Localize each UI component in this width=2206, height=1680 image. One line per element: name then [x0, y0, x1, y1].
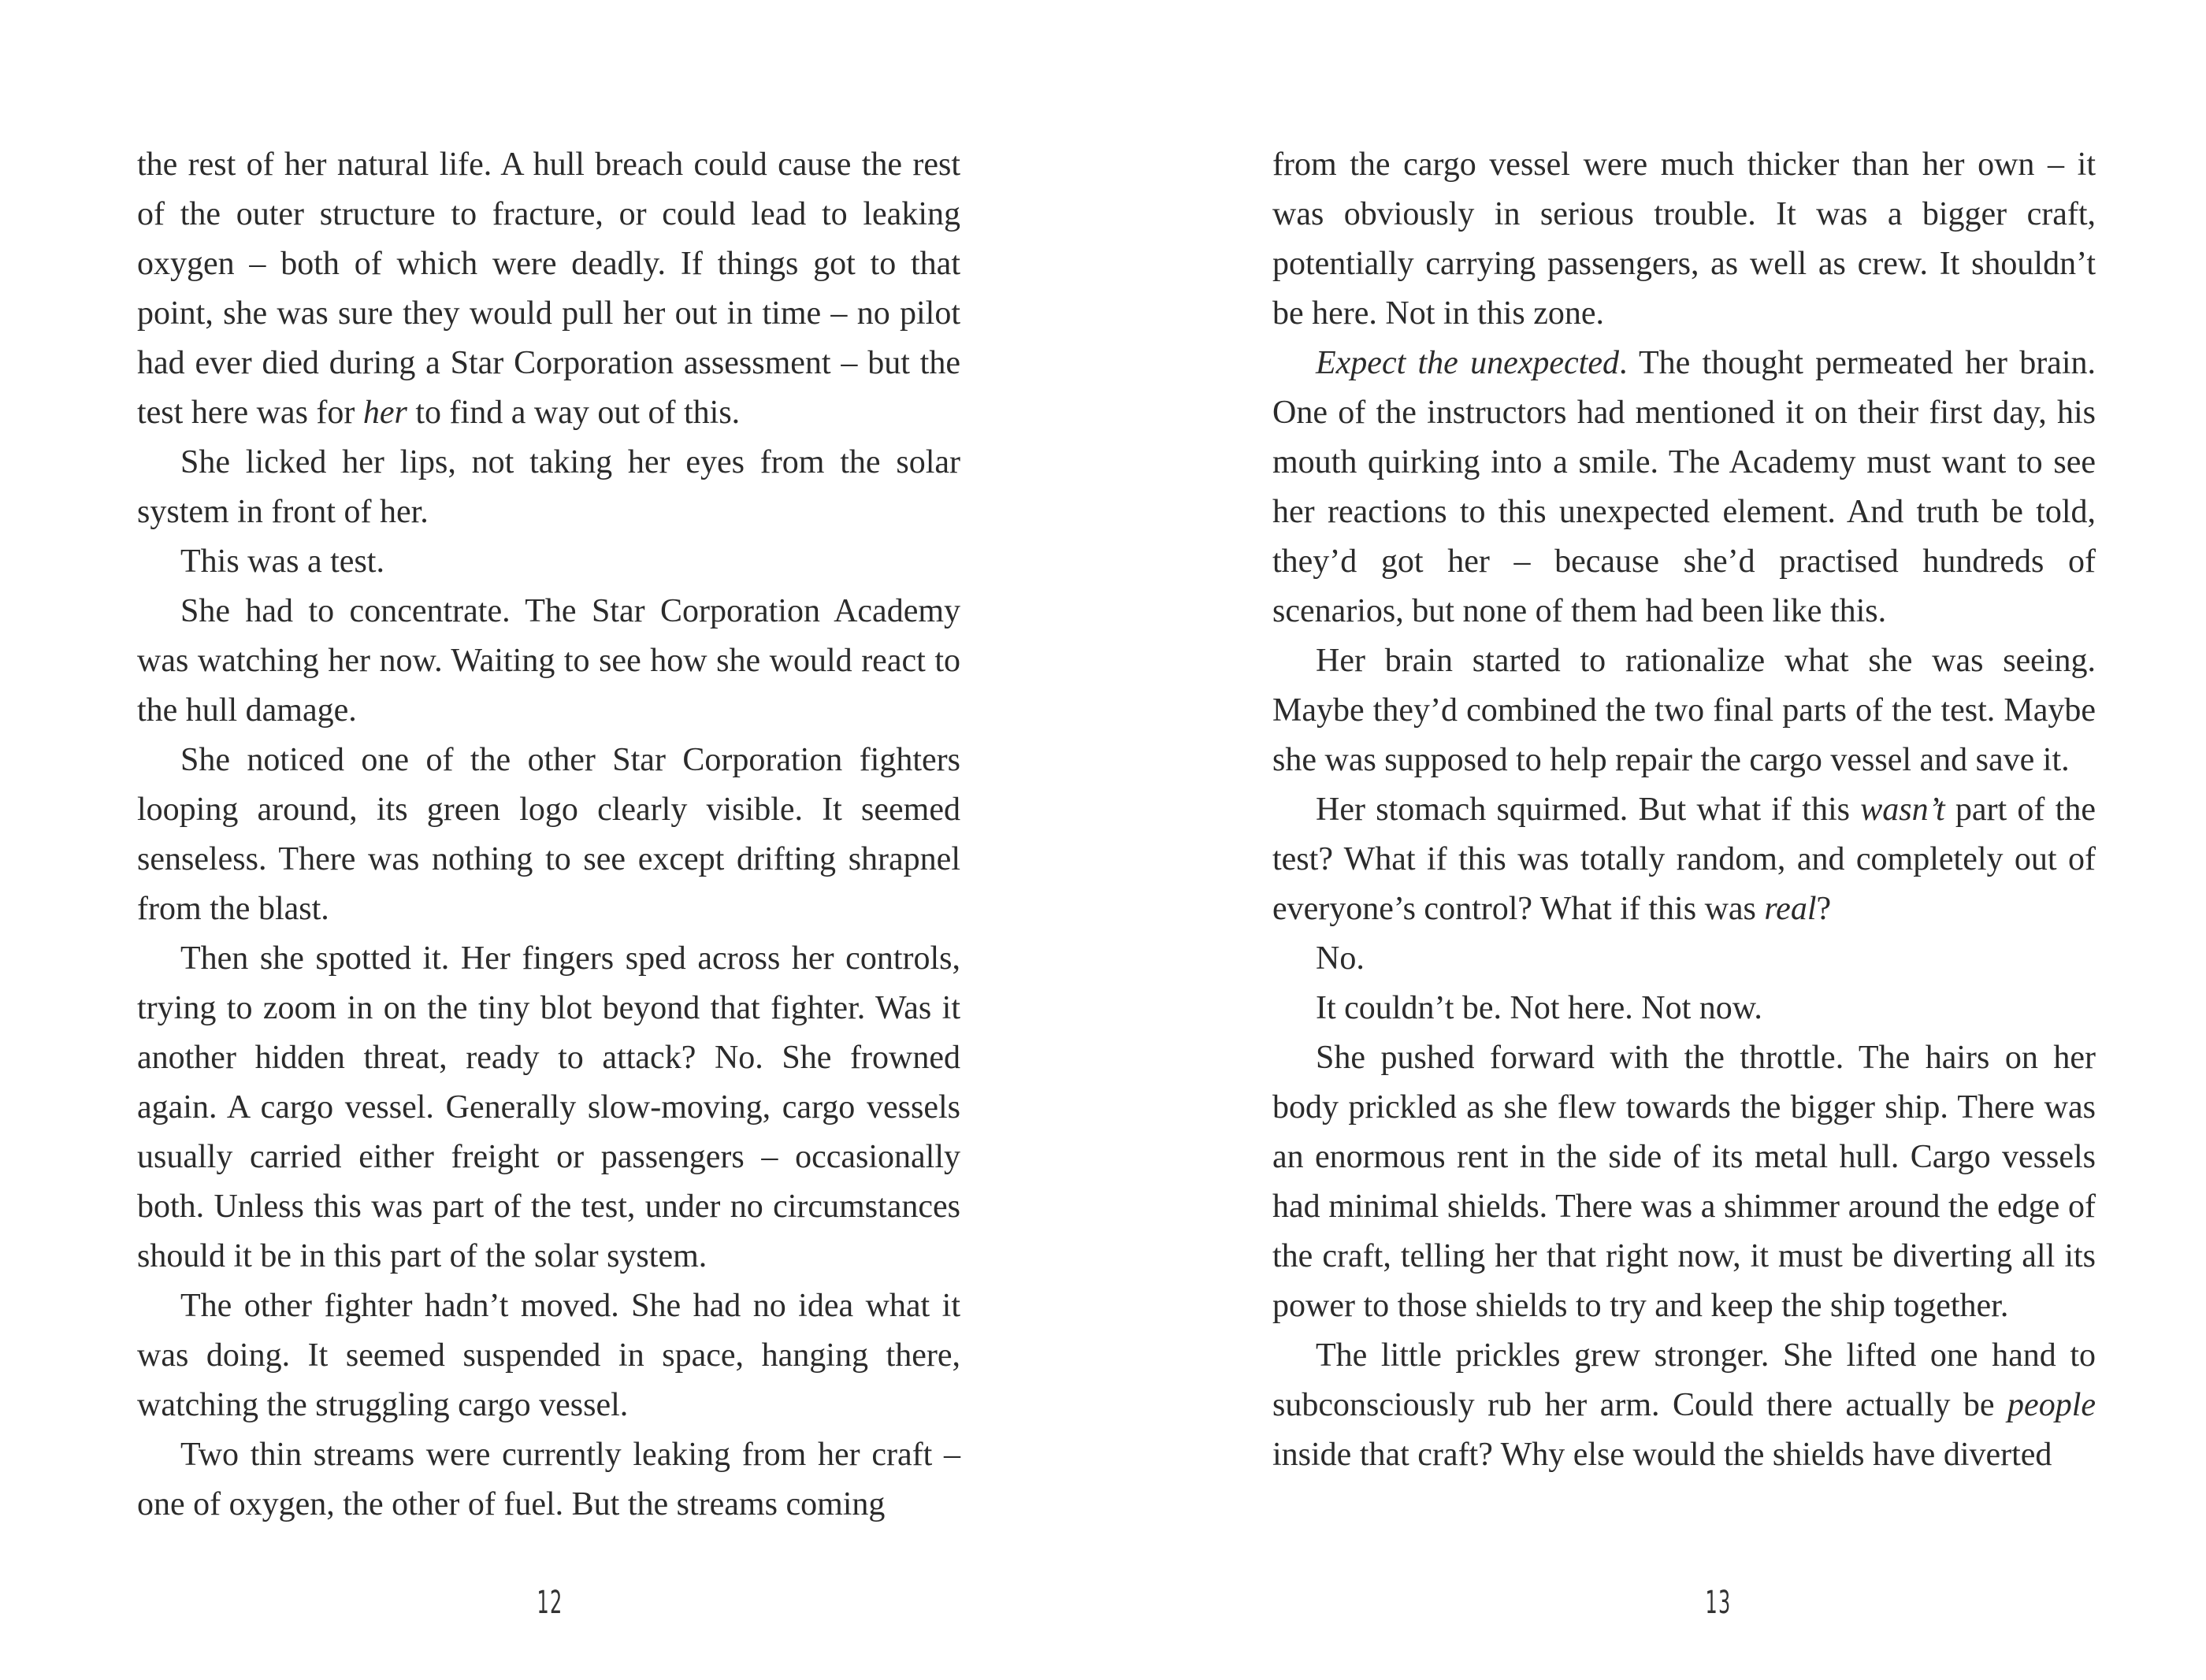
text-run: the rest of her natural life. A hull breach could cause the rest of the outer structure to fracture, or could lead to leaking oxygen – both of which were deadly. If things got to that point, she was sure they would pull her out in time – no pilot had ever died during a Star Corporation assessment – but the test here was for — [137, 146, 960, 431]
paragraph — [137, 140, 960, 438]
text-run: Her brain started to rationalize what she was seeing. Maybe they’d combined the two final parts of the test. Maybe she was supposed to help repair the cargo vessel and save it. — [1272, 643, 2096, 778]
paragraph — [1272, 934, 2096, 984]
text-run: part of the test? What if this was totally random, and completely out of everyone’s control? What if this was — [1272, 792, 2096, 927]
paragraph — [1272, 636, 2096, 785]
paragraph — [1272, 785, 2096, 934]
italic-text: her — [362, 395, 407, 431]
page-number-left: 12 — [537, 1585, 563, 1621]
italic-text: Expect the unexpected — [1316, 345, 1619, 381]
paragraph — [1272, 339, 2096, 636]
paragraph — [1272, 140, 2096, 339]
text-run: It couldn’t be. Not here. Not now. — [1316, 990, 1762, 1026]
text-run: She had to concentrate. The Star Corporation Academy was watching her now. Waiting to see how she would react to the hull damage. — [137, 593, 960, 729]
paragraph — [1272, 984, 2096, 1033]
text-run: The other fighter hadn’t moved. She had no idea what it was doing. It seemed suspended in space, hanging there, watching the struggling cargo vessel. — [137, 1288, 960, 1423]
page-number-right: 13 — [1705, 1585, 1732, 1621]
text-run: Two thin streams were currently leaking from her craft – one of oxygen, the other of fuel. But the streams coming — [137, 1437, 960, 1522]
right-page-text — [1272, 140, 2096, 1480]
text-run: from the cargo vessel were much thicker than her own – it was obviously in serious trouble. It was a bigger craft, potentially carrying passengers, as well as crew. It shouldn’t be here. Not in this zone. — [1272, 146, 2096, 332]
italic-text: wasn’t — [1860, 792, 1945, 828]
text-run: The little prickles grew stronger. She lifted one hand to subconsciously rub her arm. Could there actually be — [1272, 1337, 2096, 1423]
italic-text: people — [2007, 1387, 2096, 1423]
italic-text: real — [1764, 891, 1817, 927]
text-run: She noticed one of the other Star Corporation fighters looping around, its green logo clearly visible. It seemed senseless. There was nothing to see except drifting shrapnel from the blast. — [137, 742, 960, 927]
paragraph — [1272, 1033, 2096, 1331]
text-run: Then she spotted it. Her fingers sped across her controls, trying to zoom in on the tiny blot beyond that fighter. Was it another hidden threat, ready to attack? No. She frowned again. A cargo vessel. Generally slow-moving, cargo vessels usually carried either freight or passengers – occasionally both. Unless this was part of the test, under no circumstances should it be in this part of the solar system. — [137, 940, 960, 1274]
paragraph — [137, 1430, 960, 1530]
paragraph — [137, 1281, 960, 1430]
paragraph — [137, 537, 960, 587]
text-run: This was a test. — [180, 543, 384, 580]
paragraph — [137, 736, 960, 934]
paragraph — [1272, 1331, 2096, 1480]
text-run: No. — [1316, 940, 1365, 977]
text-run: She pushed forward with the throttle. The hairs on her body prickled as she flew towards the bigger ship. There was an enormous rent in the side of its metal hull. Cargo vessels had minimal shields. There was a shimmer around the edge of the craft, telling her that right now, it must be diverting all its power to those shields to try and keep the ship together. — [1272, 1040, 2096, 1324]
text-run: inside that craft? Why else would the shields have diverted — [1272, 1437, 2052, 1473]
paragraph — [137, 587, 960, 736]
left-page-text — [137, 140, 960, 1530]
paragraph — [137, 934, 960, 1281]
text-run: to find a way out of this. — [407, 395, 741, 431]
right-page — [1103, 0, 2206, 1680]
text-run: She licked her lips, not taking her eyes from the solar system in front of her. — [137, 444, 960, 530]
text-run: Her stomach squirmed. But what if this — [1316, 792, 1861, 828]
text-run: ? — [1816, 891, 1832, 927]
paragraph — [137, 438, 960, 537]
text-run: . The thought permeated her brain. One of the instructors had mentioned it on their first day, his mouth quirking into a smile. The Academy must want to see her reactions to this unexpected element. And truth be told, they’d got her – because she’d practised hundreds of scenarios, but none of them had been like this. — [1272, 345, 2096, 629]
